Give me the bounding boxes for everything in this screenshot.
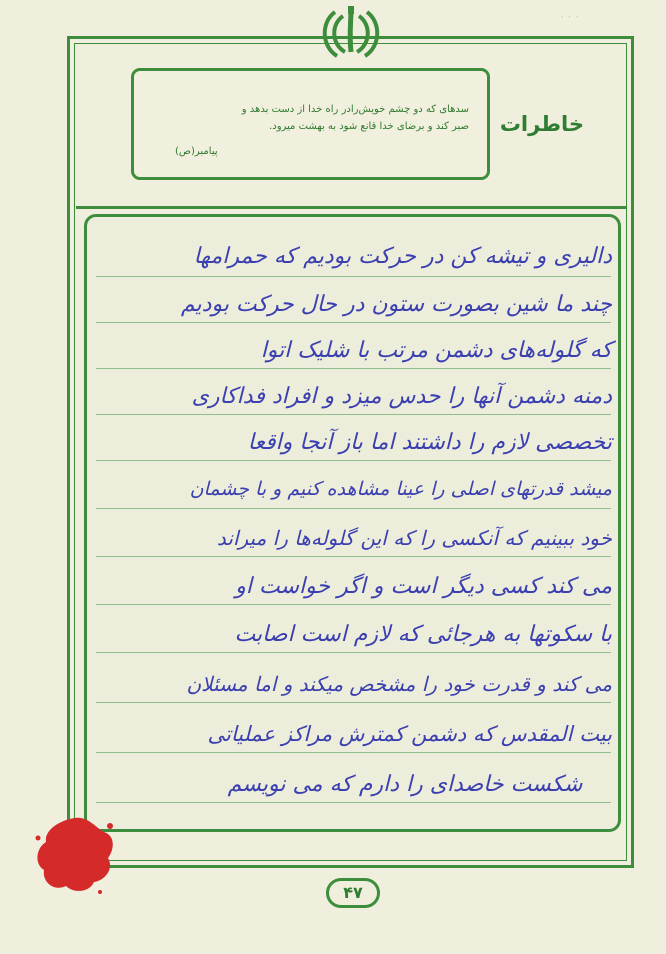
handwritten-line-8: می کند کسی دیگر است و اگر خواست او <box>235 574 612 599</box>
handwritten-line-10: می کند و قدرت خود را مشخص میکند و اما مسئلان <box>186 672 612 696</box>
handwritten-line-11: بیت المقدس که دشمن کمترش مراکز عملیاتی <box>207 722 612 746</box>
ruled-line <box>96 752 611 753</box>
quote-attribution: پیامبر(ص) <box>175 146 218 157</box>
ruled-line <box>96 556 611 557</box>
handwritten-line-1: دالیری و تیشه کن در حرکت بودیم که حمرامها <box>193 244 612 269</box>
header-divider <box>76 206 626 209</box>
quote-line: سدهای که دو چشم خویش‌رادر راه خدا از دست بدهد و <box>241 104 469 115</box>
page-title: خاطرات <box>499 112 584 136</box>
ruled-line <box>96 322 611 323</box>
ruled-line <box>96 802 611 803</box>
handwritten-line-9: با سکوتها به هرجائی که لازم است اصابت <box>234 622 612 647</box>
handwritten-line-4: دمنه دشمن آنها را حدس میزد و افراد فداکاری <box>191 384 612 409</box>
ruled-line <box>96 460 611 461</box>
quote-text <box>159 101 469 135</box>
handwritten-line-3: که گلوله‌های دشمن مرتب با شلیک اتوا <box>260 338 612 363</box>
show-through-text: · · · <box>560 10 580 24</box>
red-ink-blot-icon <box>30 808 120 898</box>
handwritten-line-2: چند ما شین بصورت ستون در حال حرکت بودیم <box>180 292 612 317</box>
handwritten-line-7: خود ببینیم که آنکسی را که این گلوله‌ها را میراند <box>216 526 612 550</box>
quote-box <box>131 68 490 180</box>
ruled-line <box>96 702 611 703</box>
ruled-line <box>96 604 611 605</box>
ruled-line <box>96 414 611 415</box>
page-number: ۴۷ <box>326 878 380 908</box>
ruled-line <box>96 508 611 509</box>
handwritten-line-5: تخصصی لازم را داشتند اما باز آنجا واقعا <box>247 430 612 455</box>
handwritten-line-6: میشد قدرتهای اصلی را عینا مشاهده کنیم و با چشمان <box>189 478 612 500</box>
ruled-line <box>96 368 611 369</box>
ruled-line <box>96 276 611 277</box>
quote-line: صبر کند و برضای خدا قانع شود به بهشت میرود. <box>269 121 469 132</box>
ruled-line <box>96 652 611 653</box>
handwritten-line-12: شکست خاصدای را دارم که می نویسم <box>227 772 583 797</box>
